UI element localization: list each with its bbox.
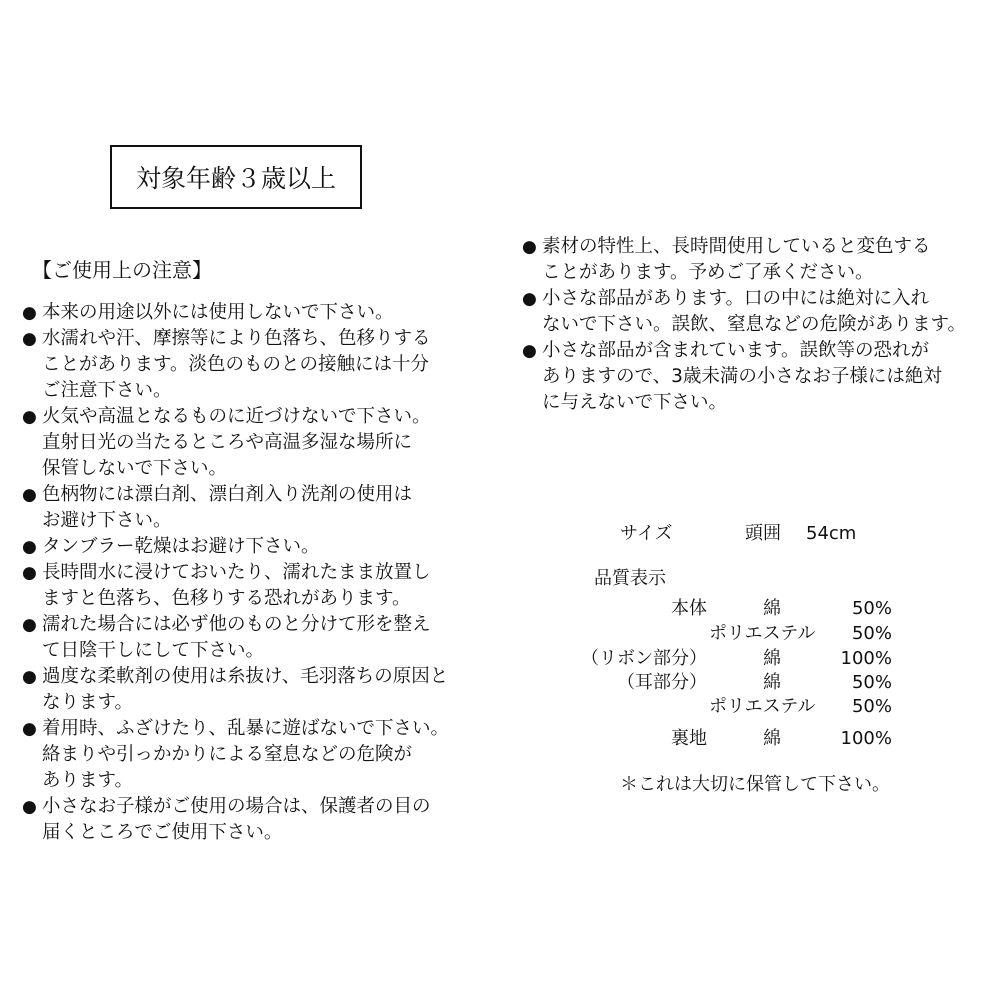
quality-percent: 50% [851, 696, 892, 717]
caution-line: ことがあります。予めご了承ください。 [542, 262, 874, 283]
caution-text [42, 300, 394, 326]
storage-note: ＊これは大切に保管して下さい。 [620, 774, 890, 795]
caution-line: て日陰干しにして下さい。 [42, 640, 265, 661]
caution-section-title: 【ご使用上の注意】 [32, 258, 212, 282]
caution-list-right [522, 234, 994, 416]
caution-text [42, 482, 412, 534]
caution-line: 直射日光の当たるところや高温多湿な場所に [42, 432, 413, 453]
quality-row [0, 726, 1000, 752]
caution-line: ありますので、3歳未満の小さなお子様には絶対 [542, 366, 942, 387]
target-age-label: 対象年齢３歳以上 [135, 164, 336, 193]
bullet-icon: ● [22, 485, 37, 505]
quality-row [0, 621, 1000, 647]
quality-percent: 50% [851, 623, 892, 644]
caution-text [542, 286, 966, 338]
bullet-icon: ● [522, 289, 537, 309]
caution-line: 過度な柔軟剤の使用は糸抜け、毛羽落ちの原因と [42, 666, 449, 687]
caution-text [42, 404, 431, 482]
quality-row [0, 670, 1000, 696]
caution-line: 絡まりや引っかかりによる窒息などの危険が [42, 744, 413, 765]
quality-part: 裏地 [671, 728, 707, 749]
bullet-icon: ● [22, 797, 37, 817]
caution-line: に与えないで下さい。 [542, 392, 728, 413]
caution-line: 保管しないで下さい。 [42, 458, 228, 479]
quality-title: 品質表示 [594, 568, 666, 589]
caution-line: ことがあります。淡色のものとの接触には十分 [42, 354, 430, 375]
quality-row [0, 596, 1000, 622]
bullet-icon: ● [22, 537, 37, 557]
bullet-icon: ● [522, 341, 537, 361]
caution-line: あります。 [42, 770, 134, 791]
caution-line: 小さなお子様がご使用の場合は、保護者の目の [42, 796, 431, 817]
quality-material: 綿 [763, 648, 781, 669]
caution-line: なります。 [42, 692, 134, 713]
caution-item [22, 300, 512, 326]
bullet-icon: ● [522, 237, 537, 257]
bullet-icon: ● [22, 329, 37, 349]
caution-text [42, 794, 431, 846]
size-measure-label: 頭囲 [745, 523, 781, 544]
quality-material: 綿 [763, 672, 781, 693]
bullet-icon: ● [22, 407, 37, 427]
caution-line: 火気や高温となるものに近づけないで下さい。 [42, 406, 431, 427]
quality-percent: 100% [840, 728, 892, 749]
quality-percent: 50% [851, 672, 892, 693]
quality-material: 綿 [763, 728, 781, 749]
bullet-icon: ● [22, 563, 37, 583]
caution-line: 素材の特性上、長時間使用していると変色する [542, 236, 931, 257]
caution-line: ないで下さい。誤飲、窒息などの危険があります。 [542, 314, 967, 335]
caution-line: 着用時、ふざけたり、乱暴に遊ばないで下さい。 [42, 718, 450, 739]
caution-item [22, 482, 512, 534]
caution-item [22, 326, 512, 404]
quality-row [0, 694, 1000, 720]
caution-line: 長時間水に浸けておいたり、濡れたまま放置し [42, 562, 431, 583]
size-label: サイズ [620, 523, 673, 544]
quality-percent: 100% [840, 648, 892, 669]
quality-part: （耳部分） [617, 672, 707, 693]
caution-text [542, 338, 942, 416]
quality-material: ポリエステル [709, 696, 816, 717]
caution-item [22, 794, 512, 846]
caution-line: 小さな部品が含まれています。誤飲等の恐れが [542, 340, 930, 361]
caution-line: お避け下さい。 [42, 510, 172, 531]
bullet-icon: ● [22, 667, 37, 687]
quality-part: （リボン部分） [581, 648, 707, 669]
caution-line: 濡れた場合には必ず他のものと分けて形を整え [42, 614, 431, 635]
caution-text [42, 534, 320, 560]
quality-material: 綿 [763, 598, 781, 619]
bullet-icon: ● [22, 719, 37, 739]
bullet-icon: ● [22, 303, 37, 323]
caution-line: 届くところでご使用下さい。 [42, 822, 283, 843]
caution-line: 色柄物には漂白剤、漂白剤入り洗剤の使用は [42, 484, 413, 505]
caution-text [542, 234, 931, 286]
quality-part: 本体 [671, 598, 707, 619]
size-value: 54cm [806, 523, 857, 544]
caution-item [22, 404, 512, 482]
caution-line: 小さな部品があります。口の中には絶対に入れ [542, 288, 930, 309]
bullet-icon: ● [22, 615, 37, 635]
caution-line: 水濡れや汗、摩擦等により色落ち、色移りする [42, 328, 431, 349]
quality-material: ポリエステル [709, 623, 816, 644]
caution-list-left [22, 300, 512, 846]
quality-percent: 50% [851, 598, 892, 619]
caution-line: ますと色落ち、色移りする恐れがあります。 [42, 588, 411, 609]
target-age-box [110, 145, 362, 209]
caution-text [42, 326, 431, 404]
caution-line: ご注意下さい。 [42, 380, 172, 401]
caution-item [522, 234, 994, 286]
caution-line: 本来の用途以外には使用しないで下さい。 [42, 302, 394, 323]
caution-item [522, 286, 994, 338]
caution-item [22, 534, 512, 560]
quality-row [0, 646, 1000, 672]
caution-item [522, 338, 994, 416]
caution-line: タンブラー乾燥はお避け下さい。 [42, 536, 320, 557]
